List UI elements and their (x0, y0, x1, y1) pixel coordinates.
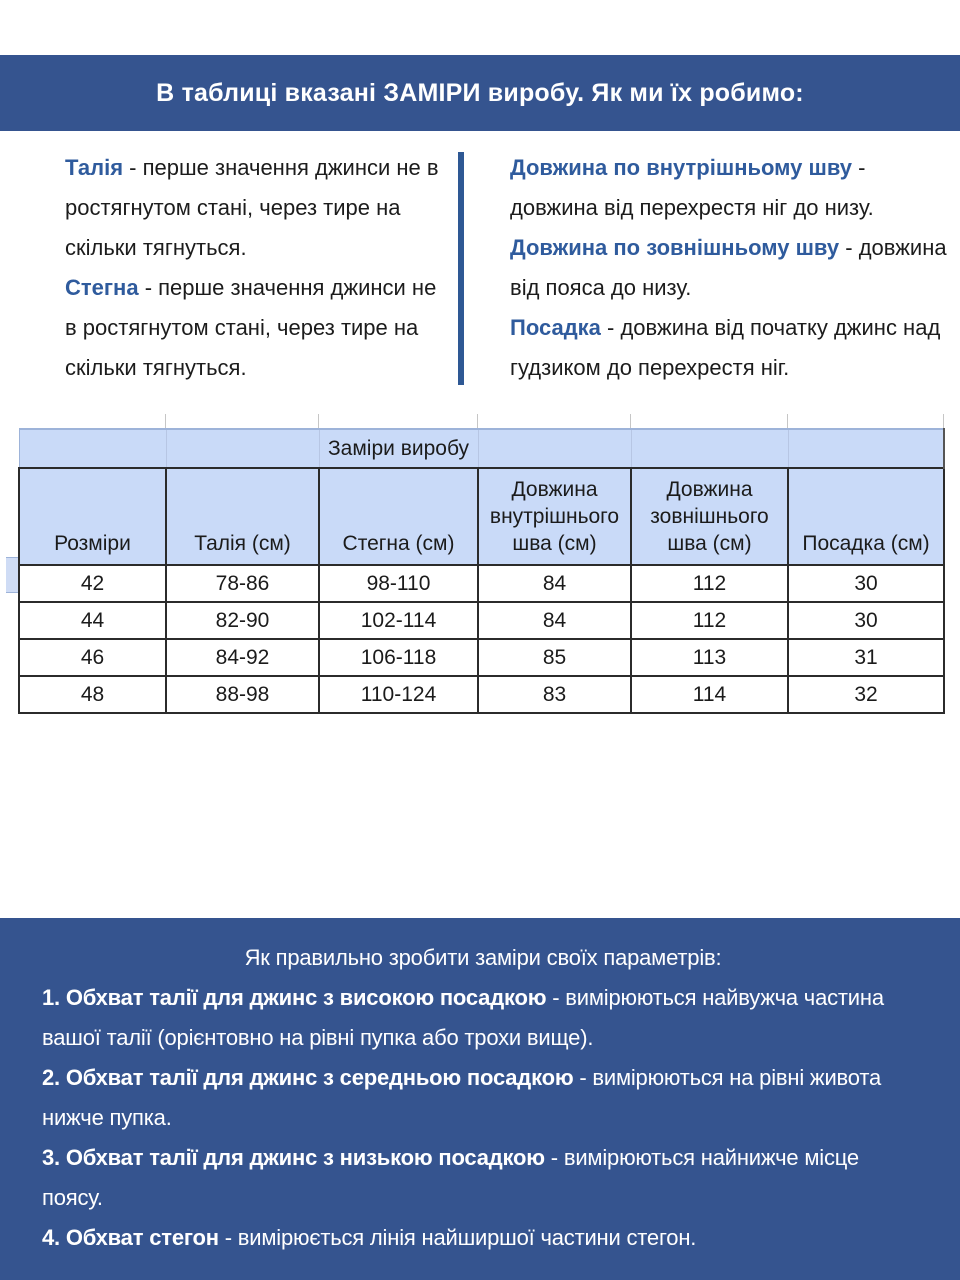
cell-inseam: 84 (478, 602, 631, 639)
cell-hips: 110-124 (319, 676, 478, 713)
table-title-cell-empty (631, 429, 788, 468)
cell-rise: 32 (788, 676, 944, 713)
cell-outseam: 112 (631, 602, 788, 639)
cell-hips: 102-114 (319, 602, 478, 639)
table-title-row (19, 429, 944, 468)
cell-rise: 30 (788, 602, 944, 639)
cell-inseam: 83 (478, 676, 631, 713)
definitions-left-column (65, 148, 449, 388)
definition-term: Довжина по зовнішньому шву (510, 235, 840, 260)
table-title-cell-empty (166, 429, 319, 468)
size-table-container (18, 428, 945, 714)
table-row (19, 676, 944, 713)
cell-size: 48 (19, 676, 166, 713)
guide-title: Як правильно зробити заміри своїх параметрів: (244, 945, 722, 970)
definition-text: - довжина від пояса до низу. (510, 235, 947, 300)
table-title-cell-empty (478, 429, 631, 468)
cell-outseam: 113 (631, 639, 788, 676)
guide-item-lead: 3. Обхват талії для джинс з низькою посадкою (42, 1145, 545, 1170)
guide-item-3 (42, 1138, 924, 1218)
gridline-stub (477, 414, 478, 428)
cell-outseam: 112 (631, 565, 788, 602)
banner-title: В таблиці вказані ЗАМІРИ виробу. Як ми їх робимо: (156, 78, 804, 107)
column-header-rise: Посадка (см) (788, 468, 944, 565)
definition-term: Стегна (65, 275, 139, 300)
cell-size: 46 (19, 639, 166, 676)
definitions-right-column (510, 148, 948, 388)
size-table (18, 428, 945, 714)
guide-item-text: - вимірюються найнижче місце поясу. (42, 1145, 859, 1210)
guide-item-2 (42, 1058, 924, 1138)
column-header-hips: Стегна (см) (319, 468, 478, 565)
definition-waist (65, 148, 449, 268)
guide-item-text: - вимірюється лінія найширшої частини стегон. (218, 1225, 697, 1250)
definition-text: - довжина від перехрестя ніг до низу. (510, 155, 874, 220)
gridline-stub (943, 414, 944, 428)
guide-item-4 (42, 1218, 924, 1258)
guide-item-text: - вимірюються найвужча частина вашої талії (орієнтовно на рівні пупка або трохи вище). (42, 985, 884, 1050)
definition-text: - перше значення джинси не в ростягнутом стані, через тире на скільки тягнуться. (65, 155, 439, 260)
definition-rise (510, 308, 948, 388)
cell-waist: 88-98 (166, 676, 319, 713)
cell-rise: 31 (788, 639, 944, 676)
cell-hips: 106-118 (319, 639, 478, 676)
row-highlight-artifact (6, 557, 18, 593)
gridline-stub (165, 414, 166, 428)
vertical-divider (458, 152, 464, 385)
definition-term: Посадка (510, 315, 601, 340)
cell-waist: 82-90 (166, 602, 319, 639)
guide-item-1 (42, 978, 924, 1058)
definition-term: Довжина по внутрішньому шву (510, 155, 853, 180)
gridline-stub (630, 414, 631, 428)
column-header-inseam: Довжина внутрішнього шва (см) (478, 468, 631, 565)
cell-inseam: 85 (478, 639, 631, 676)
header-banner (0, 55, 960, 131)
definition-text: - перше значення джинси не в ростягнутом стані, через тире на скільки тягнуться. (65, 275, 437, 380)
guide-item-lead: 1. Обхват талії для джинс з високою посадкою (42, 985, 547, 1010)
cell-inseam: 84 (478, 565, 631, 602)
definition-hips (65, 268, 449, 388)
cell-size: 44 (19, 602, 166, 639)
column-header-sizes: Розміри (19, 468, 166, 565)
guide-item-text: - вимірюються на рівні живота нижче пупка. (42, 1065, 881, 1130)
definition-outseam (510, 228, 948, 308)
cell-waist: 78-86 (166, 565, 319, 602)
measurement-guide-section (0, 918, 960, 1280)
table-title-cell-empty (788, 429, 944, 468)
definition-text: - довжина від початку джинс над гудзиком до перехрестя ніг. (510, 315, 941, 380)
gridline-stub (318, 414, 319, 428)
cell-rise: 30 (788, 565, 944, 602)
guide-item-lead: 4. Обхват стегон (42, 1225, 219, 1250)
gridline-stub (787, 414, 788, 428)
guide-item-lead: 2. Обхват талії для джинс з середньою посадкою (42, 1065, 574, 1090)
table-row (19, 565, 944, 602)
definition-inseam (510, 148, 948, 228)
table-title-cell: Заміри виробу (319, 429, 478, 468)
table-title-cell-empty (19, 429, 166, 468)
cell-waist: 84-92 (166, 639, 319, 676)
column-header-waist: Талія (см) (166, 468, 319, 565)
column-header-outseam: Довжина зовнішнього шва (см) (631, 468, 788, 565)
cell-hips: 98-110 (319, 565, 478, 602)
table-header-row (19, 468, 944, 565)
cell-outseam: 114 (631, 676, 788, 713)
table-row (19, 639, 944, 676)
table-row (19, 602, 944, 639)
cell-size: 42 (19, 565, 166, 602)
definition-term: Талія (65, 155, 124, 180)
